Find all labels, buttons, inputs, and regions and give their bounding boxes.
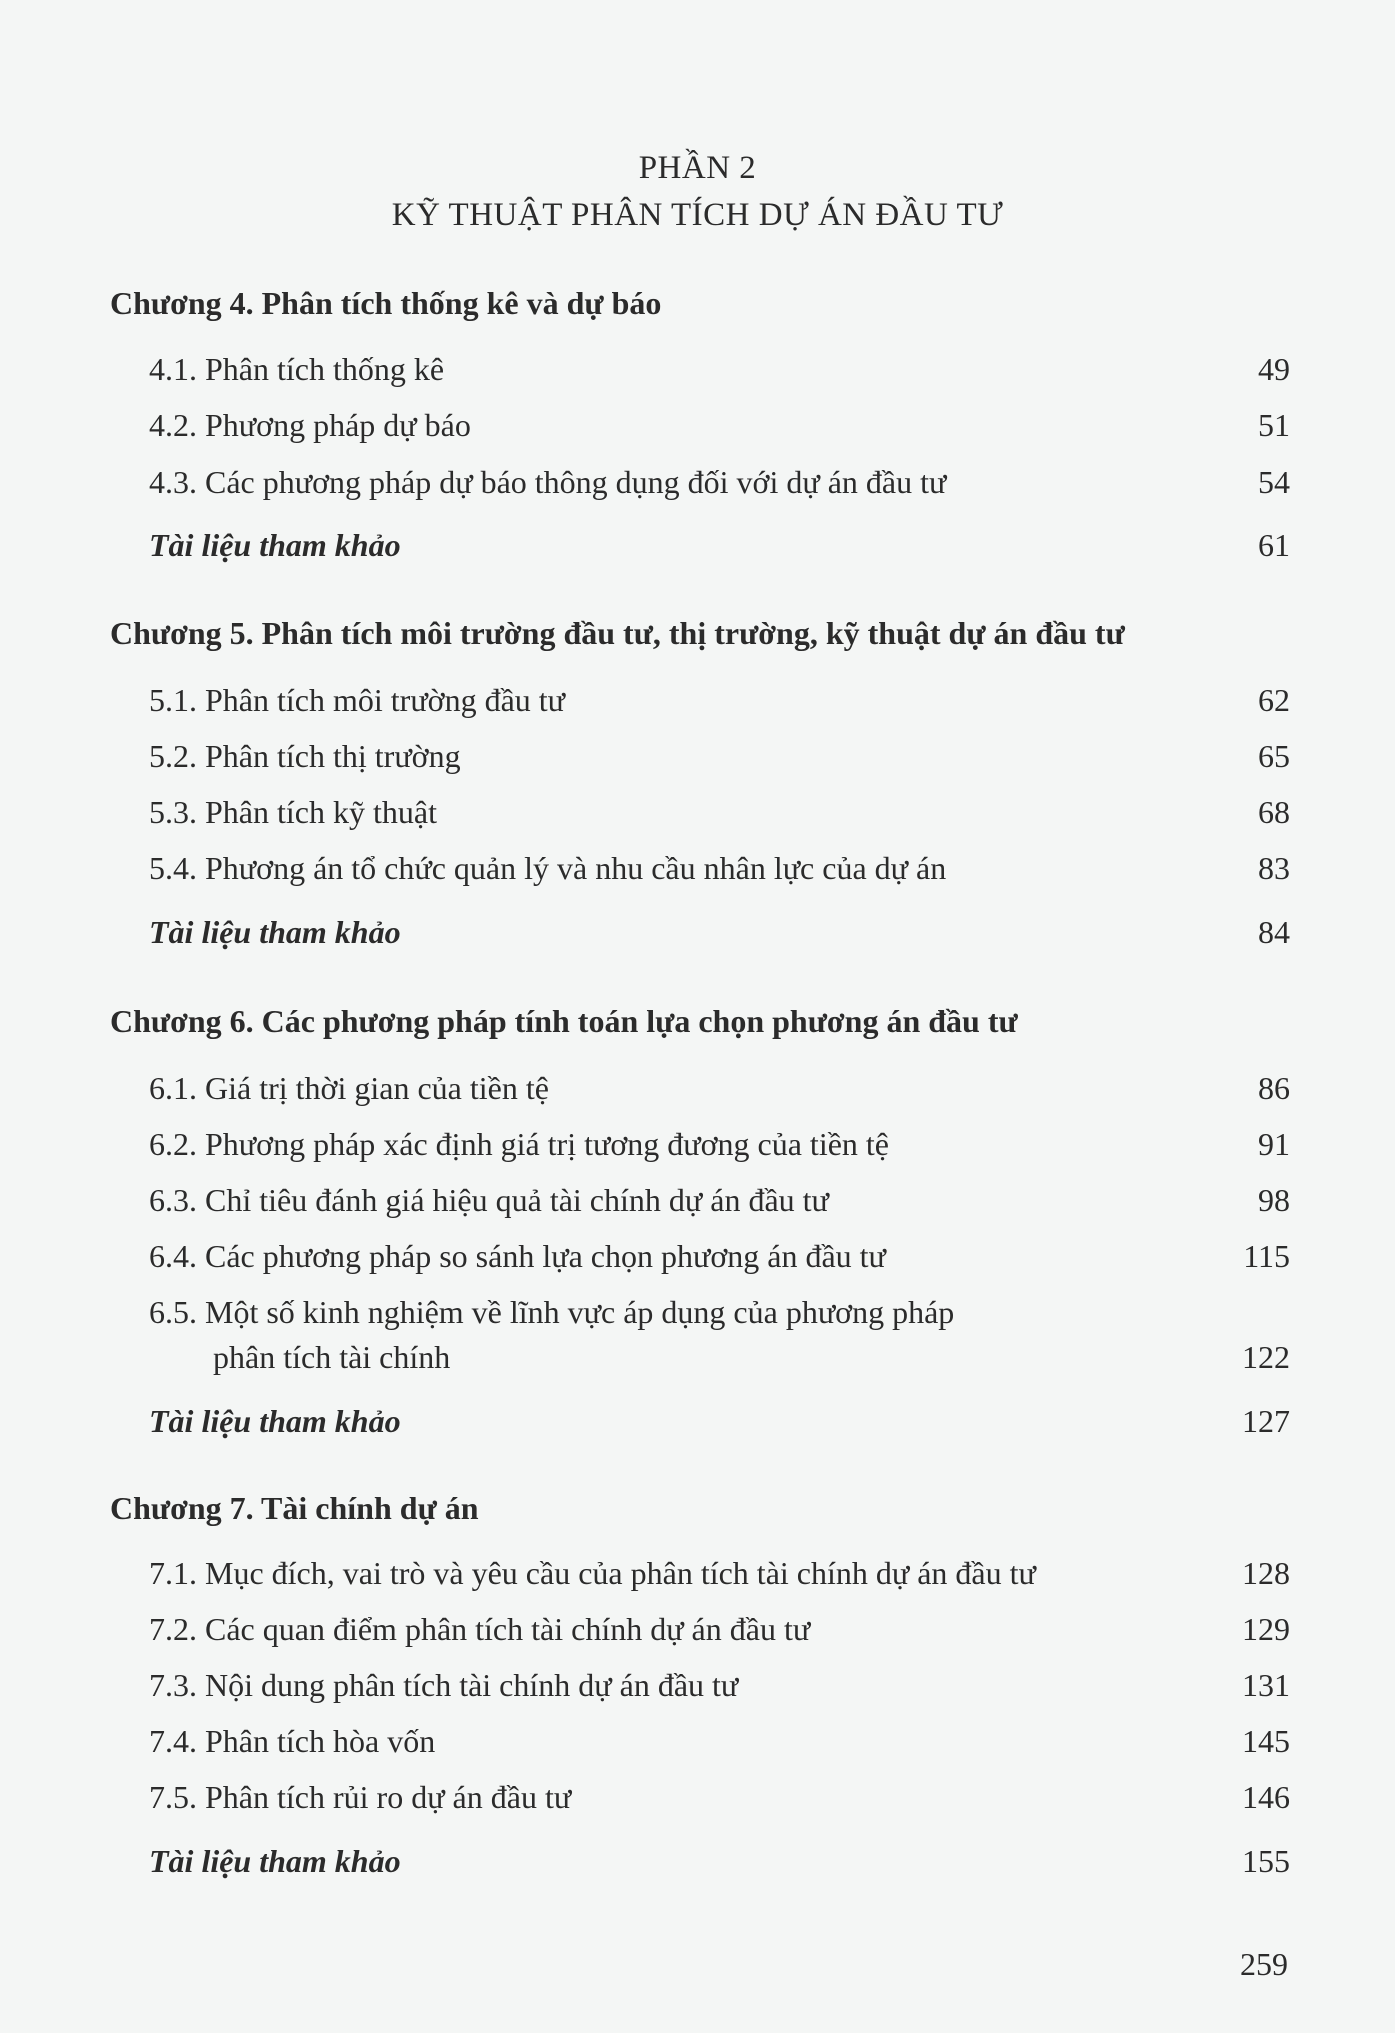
toc-entry	[149, 682, 1290, 719]
toc-entry	[149, 1779, 1290, 1816]
toc-entry	[149, 1843, 1290, 1880]
references-label: Tài liệu tham khảo	[149, 1403, 401, 1439]
toc-entry	[149, 1667, 1290, 1704]
entry-text: 5.2. Phân tích thị trường	[149, 738, 461, 774]
entry-page: 51	[1258, 407, 1290, 443]
entry-page: 61	[1258, 527, 1290, 563]
entry-page: 155	[1242, 1843, 1290, 1879]
entry-text: 6.1. Giá trị thời gian của tiền tệ	[149, 1070, 549, 1106]
toc-entry	[149, 914, 1290, 951]
toc-entry	[149, 1070, 1290, 1107]
references-label: Tài liệu tham khảo	[149, 1843, 401, 1879]
entry-text: phân tích tài chính	[213, 1339, 451, 1375]
entry-page: 83	[1258, 850, 1290, 886]
chapter-title: Chương 6. Các phương pháp tính toán lựa chọn phương án đầu tư	[110, 1003, 1018, 1039]
entry-page: 145	[1242, 1723, 1290, 1759]
entry-page: 131	[1242, 1667, 1290, 1703]
entry-page: 84	[1258, 914, 1290, 950]
entry-page: 127	[1242, 1403, 1290, 1439]
toc-entry	[149, 794, 1290, 831]
entry-page: 86	[1258, 1070, 1290, 1106]
toc-entry-continuation	[213, 1339, 1290, 1376]
entry-text: 4.1. Phân tích thống kê	[149, 351, 445, 387]
toc-entry	[149, 738, 1290, 775]
references-label: Tài liệu tham khảo	[149, 914, 401, 950]
toc-entry	[149, 1294, 1290, 1331]
toc-entry	[149, 351, 1290, 388]
part-title: KỸ THUẬT PHÂN TÍCH DỰ ÁN ĐẦU TƯ	[391, 197, 1004, 233]
entry-text: 6.5. Một số kinh nghiệm về lĩnh vực áp dụng của phương pháp	[149, 1294, 955, 1330]
entry-page: 68	[1258, 794, 1290, 830]
entry-page: 62	[1258, 682, 1290, 718]
toc-entry	[149, 1403, 1290, 1440]
entry-text: 5.3. Phân tích kỹ thuật	[149, 794, 437, 830]
toc-entry	[149, 1723, 1290, 1760]
entry-page: 49	[1258, 351, 1290, 387]
page-number: 259	[1240, 1946, 1288, 1982]
entry-page: 128	[1242, 1555, 1290, 1591]
entry-page: 122	[1242, 1339, 1290, 1375]
entry-text: 7.2. Các quan điểm phân tích tài chính dự án đầu tư	[149, 1611, 811, 1647]
chapter-title: Chương 4. Phân tích thống kê và dự báo	[110, 285, 662, 321]
toc-entry	[149, 850, 1290, 887]
entry-page: 146	[1242, 1779, 1290, 1815]
toc-entry	[149, 1555, 1290, 1592]
entry-text: 5.1. Phân tích môi trường đầu tư	[149, 682, 566, 718]
entry-page: 129	[1242, 1611, 1290, 1647]
entry-page: 54	[1258, 464, 1290, 500]
entry-text: 5.4. Phương án tổ chức quản lý và nhu cầu nhân lực của dự án	[149, 850, 947, 886]
entry-page: 115	[1243, 1238, 1290, 1274]
chapter-title: Chương 5. Phân tích môi trường đầu tư, thị trường, kỹ thuật dự án đầu tư	[110, 615, 1125, 651]
toc-entry	[149, 464, 1290, 501]
toc-entry	[149, 407, 1290, 444]
entry-page: 91	[1258, 1126, 1290, 1162]
toc-entry	[149, 1238, 1290, 1275]
references-label: Tài liệu tham khảo	[149, 527, 401, 563]
entry-text: 4.3. Các phương pháp dự báo thông dụng đối với dự án đầu tư	[149, 464, 947, 500]
entry-page: 98	[1258, 1182, 1290, 1218]
entry-text: 4.2. Phương pháp dự báo	[149, 407, 471, 443]
toc-entry	[149, 1182, 1290, 1219]
chapter-title: Chương 7. Tài chính dự án	[110, 1490, 479, 1526]
entry-page: 65	[1258, 738, 1290, 774]
toc-entry	[149, 1611, 1290, 1648]
part-label: PHẦN 2	[638, 150, 757, 186]
toc-entry	[149, 527, 1290, 564]
entry-text: 6.3. Chỉ tiêu đánh giá hiệu quả tài chính dự án đầu tư	[149, 1182, 829, 1218]
entry-text: 6.4. Các phương pháp so sánh lựa chọn phương án đầu tư	[149, 1238, 886, 1274]
entry-text: 7.4. Phân tích hòa vốn	[149, 1723, 436, 1759]
entry-text: 7.1. Mục đích, vai trò và yêu cầu của phân tích tài chính dự án đầu tư	[149, 1555, 1036, 1591]
entry-text: 7.5. Phân tích rủi ro dự án đầu tư	[149, 1779, 572, 1815]
entry-text: 7.3. Nội dung phân tích tài chính dự án đầu tư	[149, 1667, 739, 1703]
entry-text: 6.2. Phương pháp xác định giá trị tương đương của tiền tệ	[149, 1126, 889, 1162]
toc-entry	[149, 1126, 1290, 1163]
